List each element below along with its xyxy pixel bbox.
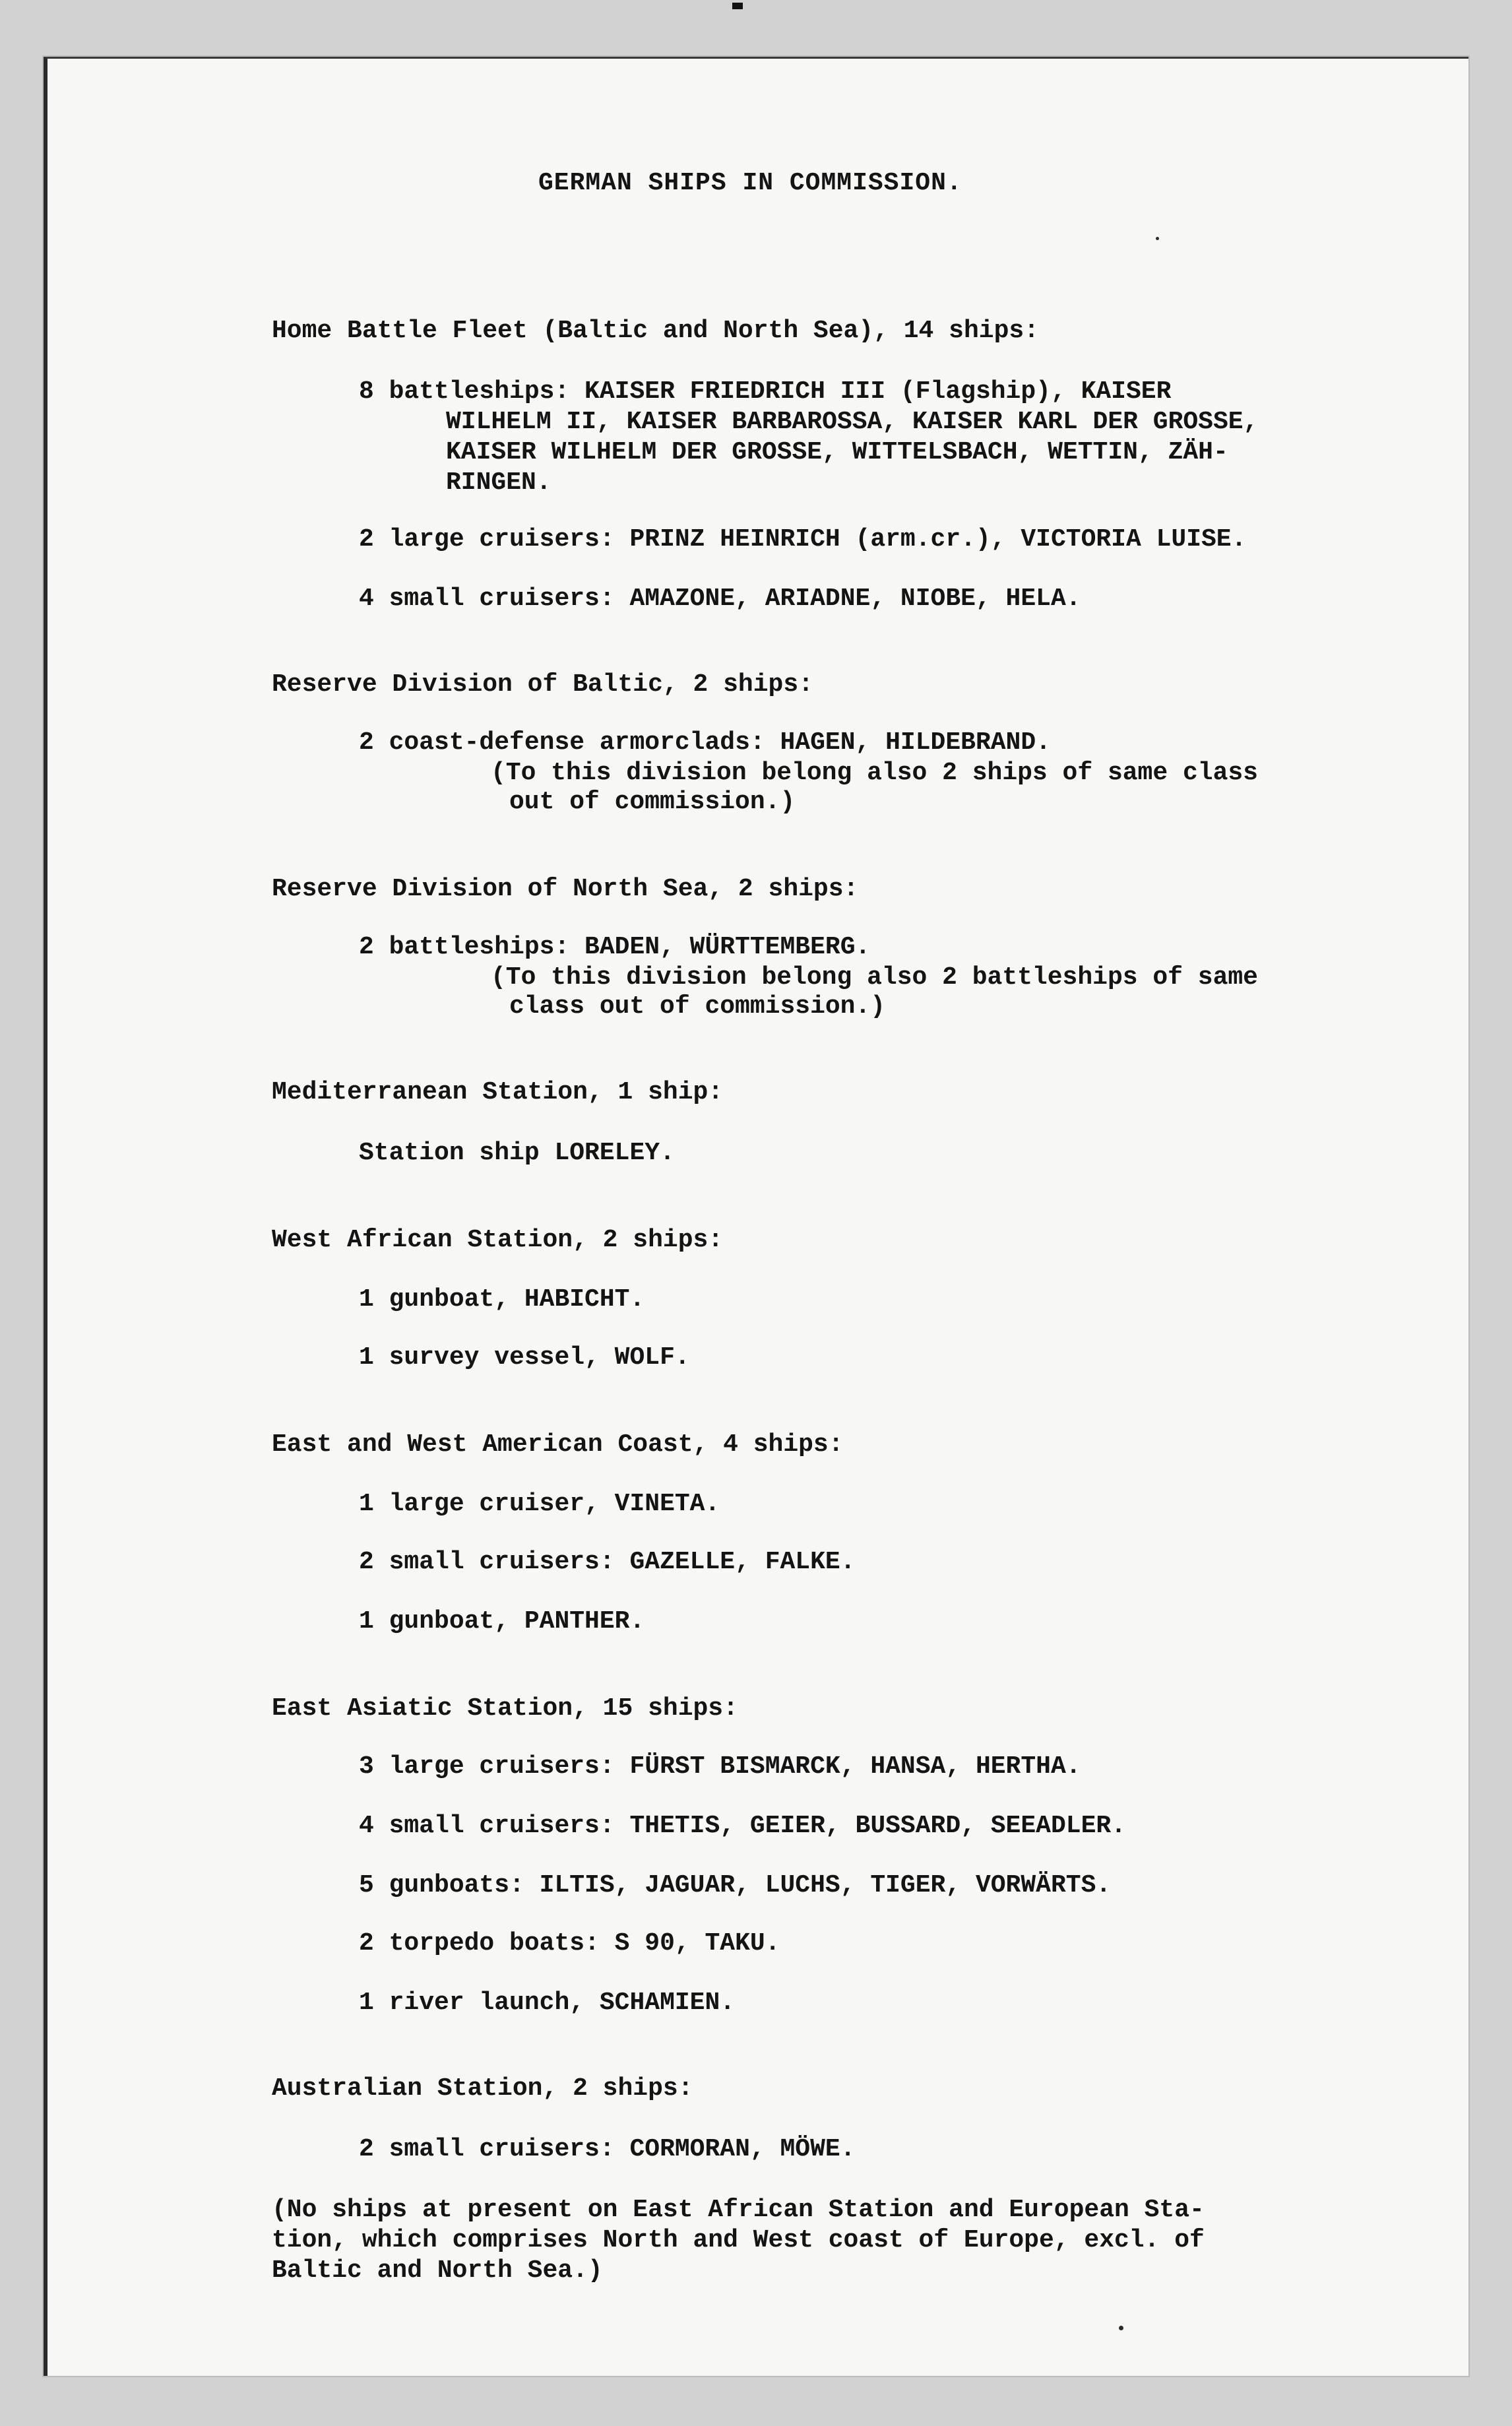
list-item: 1 survey vessel, WOLF. xyxy=(359,1343,690,1372)
list-item: 1 river launch, SCHAMIEN. xyxy=(359,1989,736,2017)
list-item: Station ship LORELEY. xyxy=(359,1139,675,1167)
closing-note-line: tion, which comprises North and West coast of Europe, excl. of xyxy=(272,2226,1205,2254)
list-item: 1 large cruiser, VINETA. xyxy=(359,1490,720,1518)
list-item-note: out of commission.) xyxy=(509,788,796,816)
list-item: 2 torpedo boats: S 90, TAKU. xyxy=(359,1929,780,1958)
list-item: 8 battleships: KAISER FRIEDRICH III (Flagship), KAISER xyxy=(359,377,1172,406)
list-item: 2 small cruisers: CORMORAN, MÖWE. xyxy=(359,2135,856,2163)
list-item: 4 small cruisers: THETIS, GEIER, BUSSARD, SEEADLER. xyxy=(359,1812,1126,1840)
list-item-note: (To this division belong also 2 ships of same class xyxy=(491,759,1258,787)
section-heading-reserve-baltic: Reserve Division of Baltic, 2 ships: xyxy=(272,670,813,699)
closing-note-line: (No ships at present on East African Station and European Sta- xyxy=(272,2196,1205,2224)
list-item: 2 battleships: BADEN, WÜRTTEMBERG. xyxy=(359,933,871,961)
section-heading-west-african: West African Station, 2 ships: xyxy=(272,1226,724,1254)
ink-speck xyxy=(1156,237,1159,240)
list-item: 2 coast-defense armorclads: HAGEN, HILDEBRAND. xyxy=(359,728,1051,757)
scan-mark xyxy=(732,3,743,9)
list-item-note: (To this division belong also 2 battleships of same xyxy=(491,963,1258,992)
list-item: 1 gunboat, HABICHT. xyxy=(359,1285,645,1314)
list-item-continuation: KAISER WILHELM DER GROSSE, WITTELSBACH, WETTIN, ZÄH- xyxy=(446,438,1228,466)
ink-speck xyxy=(1119,2326,1123,2330)
list-item-continuation: RINGEN. xyxy=(446,468,551,497)
document-title: GERMAN SHIPS IN COMMISSION. xyxy=(538,169,962,197)
list-item: 1 gunboat, PANTHER. xyxy=(359,1607,645,1636)
list-item: 3 large cruisers: FÜRST BISMARCK, HANSA, HERTHA. xyxy=(359,1752,1081,1781)
list-item-continuation: WILHELM II, KAISER BARBAROSSA, KAISER KARL DER GROSSE, xyxy=(446,408,1259,436)
list-item: 2 large cruisers: PRINZ HEINRICH (arm.cr.), VICTORIA LUISE. xyxy=(359,525,1247,554)
section-heading-home-battle-fleet: Home Battle Fleet (Baltic and North Sea), 14 ships: xyxy=(272,317,1039,345)
list-item: 5 gunboats: ILTIS, JAGUAR, LUCHS, TIGER, VORWÄRTS. xyxy=(359,1871,1112,1899)
typed-document xyxy=(47,59,1468,2376)
section-heading-australian: Australian Station, 2 ships: xyxy=(272,2074,693,2103)
list-item-note: class out of commission.) xyxy=(509,992,886,1021)
paper-sheet xyxy=(44,57,1468,2376)
section-heading-east-asiatic: East Asiatic Station, 15 ships: xyxy=(272,1694,738,1723)
closing-note-line: Baltic and North Sea.) xyxy=(272,2256,603,2285)
list-item: 2 small cruisers: GAZELLE, FALKE. xyxy=(359,1548,856,1576)
section-heading-reserve-north-sea: Reserve Division of North Sea, 2 ships: xyxy=(272,875,859,903)
section-heading-american-coast: East and West American Coast, 4 ships: xyxy=(272,1430,844,1459)
list-item: 4 small cruisers: AMAZONE, ARIADNE, NIOBE, HELA. xyxy=(359,585,1081,613)
section-heading-mediterranean: Mediterranean Station, 1 ship: xyxy=(272,1078,724,1106)
